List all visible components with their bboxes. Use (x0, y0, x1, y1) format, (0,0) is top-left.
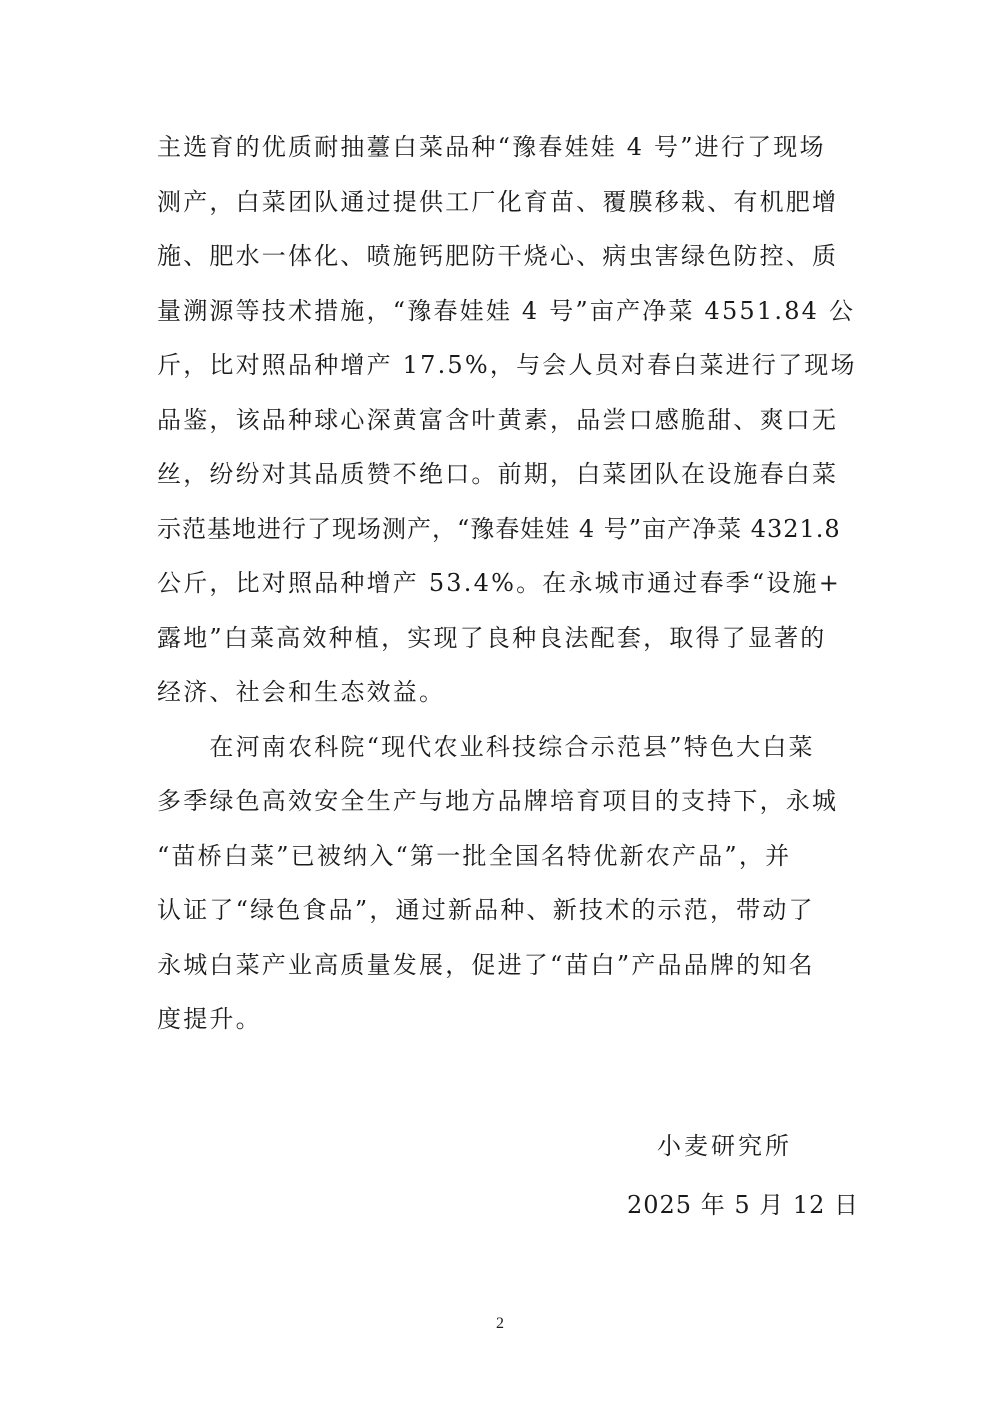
body-line: 在河南农科院“现代农业科技综合示范县”特色大白菜 (157, 732, 815, 761)
body-text (157, 120, 857, 1047)
body-line: 品鉴，该品种球心深黄富含叶黄素，品尝口感脆甜、爽口无 (157, 405, 839, 434)
body-line: 施、肥水一体化、喷施钙肥防干烧心、病虫害绿色防控、质 (157, 242, 839, 270)
body-line: 公斤，比对照品种增产 53.4%。在永城市通过春季“设施+ (157, 569, 842, 597)
body-line: 永城白菜产业高质量发展，促进了“苗白”产品品牌的知名 (157, 950, 815, 979)
body-line: 主选育的优质耐抽薹白菜品种“豫春娃娃 4 号”进行了现场 (157, 133, 826, 161)
body-line: 多季绿色高效安全生产与地方品牌培育项目的支持下，永城 (157, 787, 839, 815)
signature-organization: 小麦研究所 (657, 1132, 792, 1160)
body-line: 量溯源等技术措施，“豫春娃娃 4 号”亩产净菜 4551.84 公 (157, 296, 856, 325)
body-line: 斤，比对照品种增产 17.5%，与会人员对春白菜进行了现场 (157, 351, 857, 379)
body-line: 度提升。 (157, 1005, 262, 1033)
signature-date: 2025 年 5 月 12 日 (627, 1191, 860, 1219)
body-line: 示范基地进行了现场测产，“豫春娃娃 4 号”亩产净菜 4321.8 (157, 514, 841, 543)
body-line: 经济、社会和生态效益。 (157, 678, 446, 706)
body-line: “苗桥白菜”已被纳入“第一批全国名特优新农产品”，并 (157, 841, 792, 870)
body-line: 认证了“绿色食品”，通过新品种、新技术的示范，带动了 (157, 896, 815, 924)
page-number: 2 (496, 1315, 504, 1332)
body-line: 测产，白菜团队通过提供工厂化育苗、覆膜移栽、有机肥增 (157, 187, 839, 216)
body-line: 丝，纷纷对其品质赞不绝口。前期，白菜团队在设施春白菜 (157, 460, 839, 488)
body-line: 露地”白菜高效种植，实现了良种良法配套，取得了显著的 (157, 623, 827, 652)
